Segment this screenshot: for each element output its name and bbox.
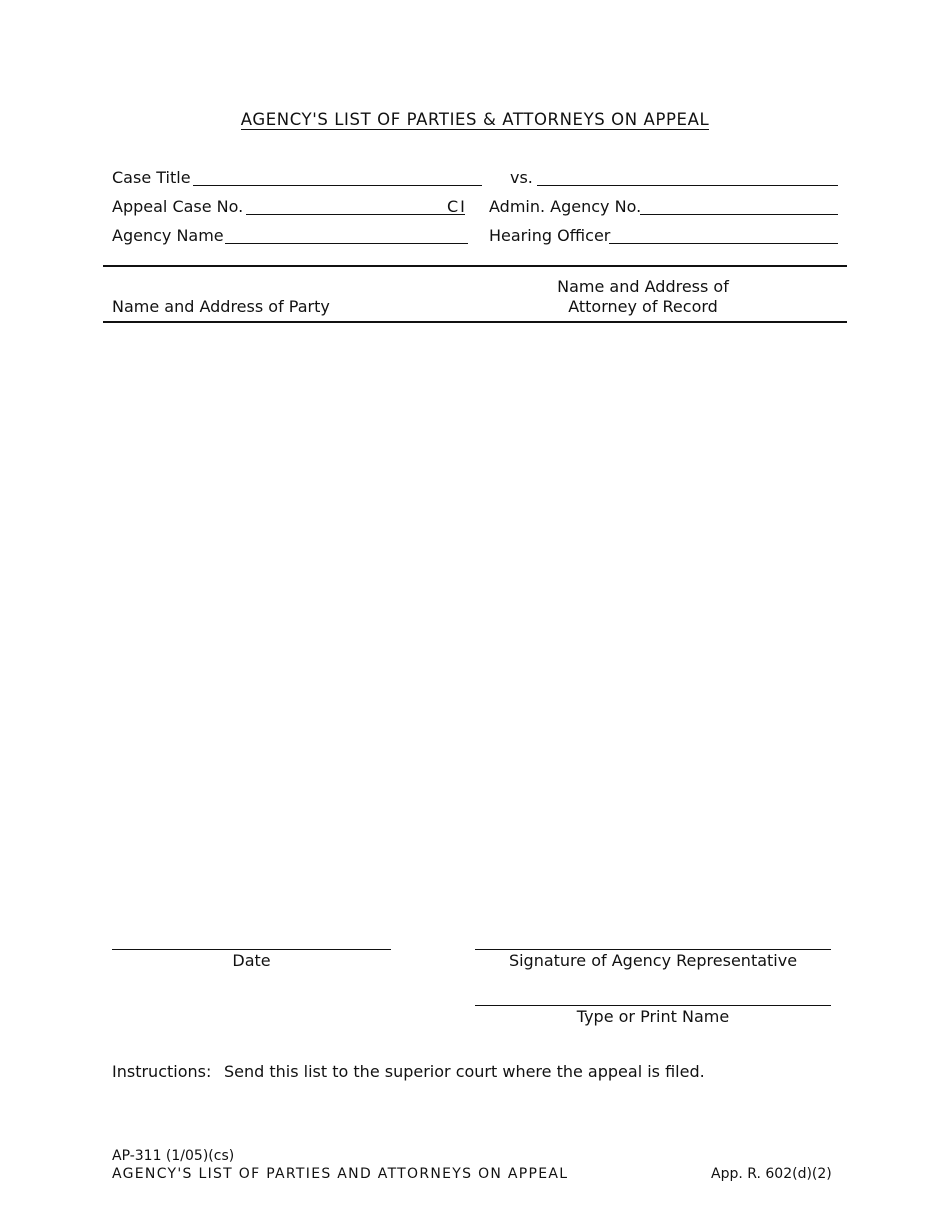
rule-reference: App. R. 602(d)(2) — [711, 1166, 832, 1182]
form-title-text: AGENCY'S LIST OF PARTIES & ATTORNEYS ON APPEAL — [240, 110, 710, 129]
signature-label: Signature of Agency Representative — [508, 951, 798, 970]
vs-party-field[interactable] — [537, 185, 838, 186]
print-name-field[interactable] — [475, 1005, 831, 1006]
appeal-case-no-label: Appeal Case No. — [112, 197, 244, 216]
party-column-header: Name and Address of Party — [112, 297, 330, 316]
case-title-label: Case Title — [112, 168, 191, 187]
appeal-case-no-field[interactable] — [246, 214, 465, 215]
admin-agency-no-label: Admin. Agency No. — [489, 197, 642, 216]
signature-field[interactable] — [475, 949, 831, 950]
vs-label: vs. — [510, 168, 533, 187]
footer-form-name: AGENCY'S LIST OF PARTIES AND ATTORNEYS ON APPEAL — [112, 1166, 569, 1182]
attorney-column-header-line1: Name and Address of — [557, 277, 729, 296]
appeal-case-suffix: CI — [447, 197, 467, 216]
date-field[interactable] — [112, 949, 391, 950]
agency-name-field[interactable] — [225, 243, 468, 244]
form-title — [0, 109, 950, 131]
table-top-rule — [103, 265, 847, 267]
attorney-column-header-line2: Attorney of Record — [568, 297, 718, 316]
instructions-text: Send this list to the superior court where the appeal is filed. — [224, 1062, 705, 1081]
table-header-rule — [103, 321, 847, 323]
hearing-officer-field[interactable] — [609, 243, 838, 244]
agency-name-label: Agency Name — [112, 226, 224, 245]
admin-agency-no-field[interactable] — [640, 214, 838, 215]
parties-list-area[interactable] — [103, 324, 847, 934]
hearing-officer-label: Hearing Officer — [489, 226, 611, 245]
date-label: Date — [232, 951, 271, 970]
case-title-field[interactable] — [193, 185, 482, 186]
instructions-label: Instructions: — [112, 1062, 212, 1081]
form-code: AP-311 (1/05)(cs) — [112, 1148, 235, 1164]
print-name-label: Type or Print Name — [576, 1007, 730, 1026]
